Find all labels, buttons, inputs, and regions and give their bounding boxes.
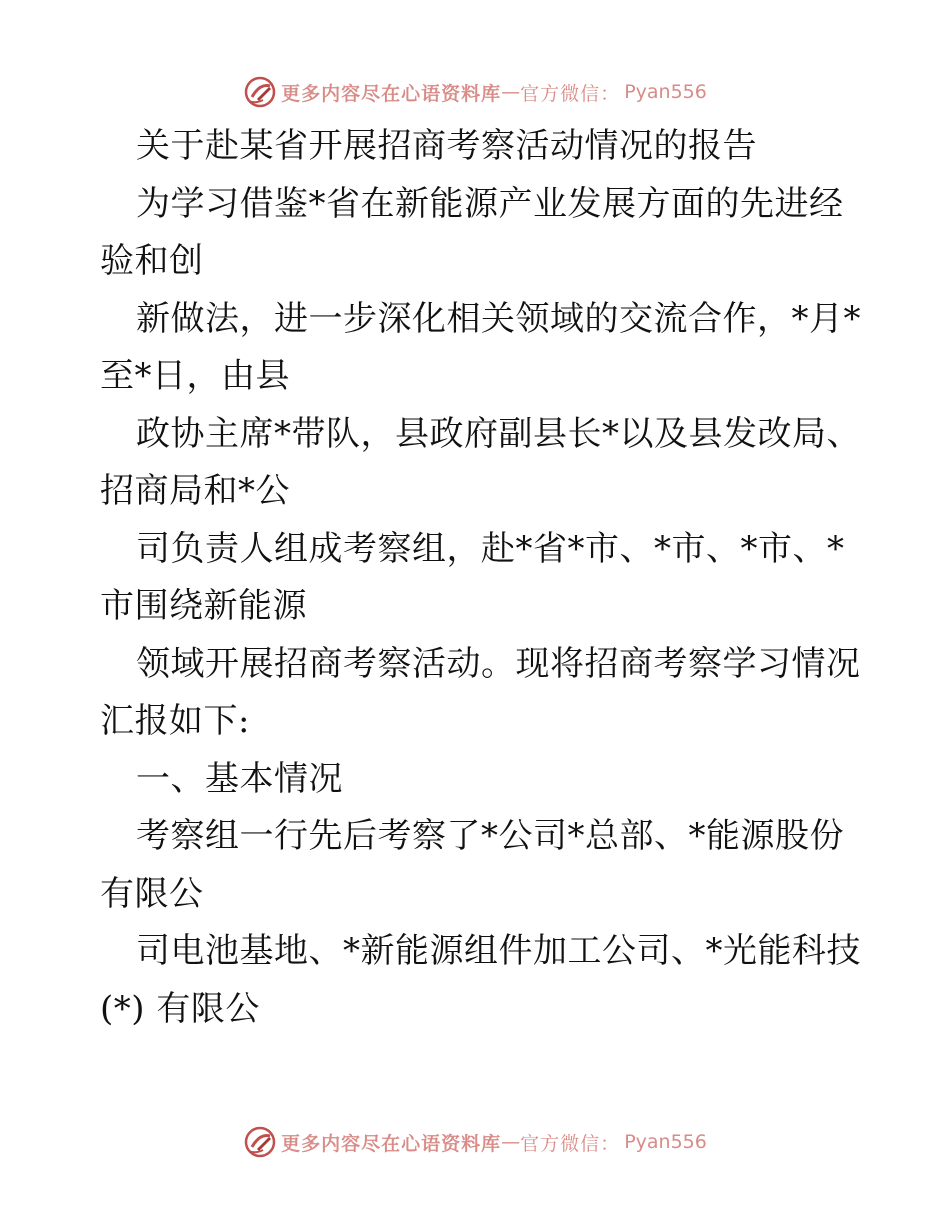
banner-main-text: 更多内容尽在心语资料库 — [281, 1132, 502, 1155]
paragraph-line: (*) 有限公 — [100, 988, 260, 1029]
footer-watermark-banner — [0, 1120, 950, 1164]
paragraph-line: 招商局和*公 — [100, 471, 290, 511]
paragraph-line: 有限公 — [100, 873, 204, 914]
paragraph-line: 市围绕新能源 — [100, 586, 307, 626]
paragraph-line: 政协主席*带队，县政府副县长*以及县发改局、 — [136, 413, 861, 454]
document-title: 关于赴某省开展招商考察活动情况的报告 — [136, 126, 757, 166]
pen-logo-icon — [243, 1125, 277, 1159]
banner-wechat-id: Pyan556 — [624, 81, 707, 103]
paragraph-line: 司电池基地、*新能源组件加工公司、*光能科技 — [136, 931, 861, 971]
paragraph-line: 至*日，由县 — [100, 356, 290, 396]
paragraph-line: 验和创 — [100, 241, 204, 281]
paragraph-line: 领域开展招商考察活动。现将招商考察学习情况 — [136, 643, 861, 684]
banner-wechat-id: Pyan556 — [624, 1131, 707, 1153]
section-heading: 一、基本情况 — [136, 758, 343, 799]
paragraph-line: 考察组一行先后考察了*公司*总部、*能源股份 — [136, 816, 844, 856]
banner-wechat-label: 官方微信： — [520, 1132, 621, 1155]
banner-wechat-label: 官方微信： — [520, 82, 621, 105]
pen-logo-icon — [243, 75, 277, 109]
banner-dash: — — [501, 1131, 521, 1153]
paragraph-line: 汇报如下: — [100, 701, 250, 741]
banner-dash: — — [501, 81, 521, 103]
paragraph-line: 司负责人组成考察组，赴*省*市、*市、*市、* — [136, 528, 845, 569]
banner-main-text: 更多内容尽在心语资料库 — [281, 82, 502, 105]
paragraph-line: 新做法，进一步深化相关领域的交流合作，*月* — [136, 298, 861, 339]
paragraph-line: 为学习借鉴*省在新能源产业发展方面的先进经 — [136, 183, 844, 224]
document-body — [100, 118, 860, 1038]
header-watermark-banner — [0, 70, 950, 114]
